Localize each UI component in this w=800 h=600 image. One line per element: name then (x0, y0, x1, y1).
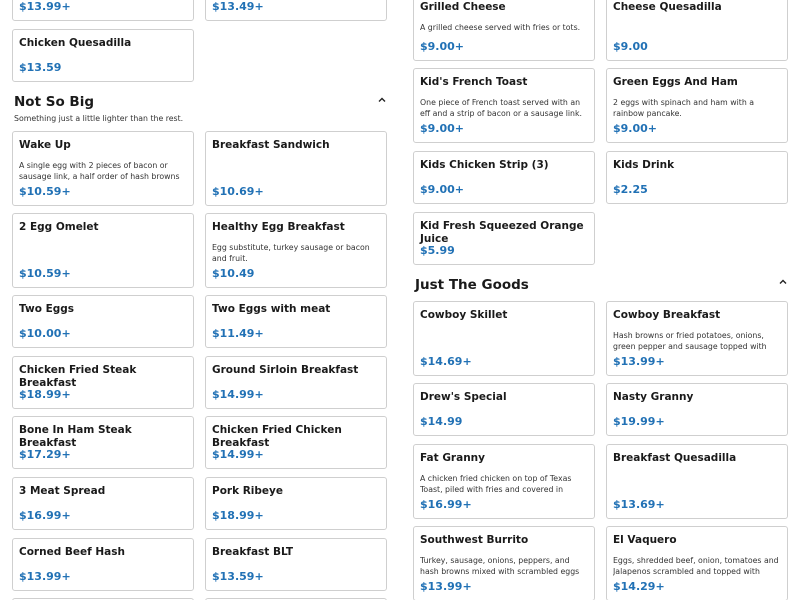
item-price: $10.00+ (19, 327, 71, 340)
item-price: $10.59+ (19, 267, 71, 280)
item-price: $19.99+ (613, 415, 665, 428)
item-price: $9.00+ (613, 122, 658, 135)
item-price: $5.99 (420, 244, 455, 257)
menu-item-card[interactable] (12, 131, 194, 206)
menu-item-card[interactable] (12, 295, 194, 348)
item-description: One piece of French toast served with an eff and a strip of bacon or a sausage link. (420, 98, 582, 118)
item-name: Kids Chicken Strip (3) (420, 159, 549, 171)
menu-item-card[interactable] (12, 29, 194, 82)
item-name: Nasty Granny (613, 391, 694, 403)
menu-item-card[interactable] (205, 131, 387, 206)
item-price: $18.99+ (212, 509, 264, 522)
menu-item-card[interactable] (205, 538, 387, 591)
item-description: A single egg with 2 pieces of bacon or sausage link, a half order of hash browns (19, 161, 180, 181)
item-name: Chicken Fried Steak Breakfast (19, 364, 137, 389)
item-name: Kids Drink (613, 159, 675, 171)
menu-item-card[interactable] (205, 213, 387, 288)
item-price: $10.49 (212, 267, 255, 280)
menu-item-card[interactable] (205, 0, 387, 21)
item-name: Two Eggs with meat (212, 303, 331, 315)
menu-item-card[interactable] (12, 356, 194, 409)
item-price: $13.99+ (613, 355, 665, 368)
chevron-up-icon[interactable] (778, 277, 788, 287)
item-name: Kid Fresh Squeezed Orange Juice (420, 220, 584, 245)
item-name: Cheese Quesadilla (613, 1, 722, 13)
item-name: Breakfast Quesadilla (613, 452, 737, 464)
menu-item-card[interactable] (413, 383, 595, 436)
item-description: Egg substitute, turkey sausage or bacon and fruit. (212, 243, 370, 263)
menu-item-card[interactable] (413, 68, 595, 143)
menu-item-card[interactable] (12, 213, 194, 288)
menu-item-card[interactable] (606, 151, 788, 204)
item-description: A chicken fried chicken on top of Texas Toast, piled with fries and covered in (420, 474, 572, 494)
item-price: $10.59+ (19, 185, 71, 198)
menu-item-card[interactable] (205, 477, 387, 530)
item-name: Chicken Fried Chicken Breakfast (212, 424, 342, 449)
item-price: $14.29+ (613, 580, 665, 593)
section-subtitle: Something just a little lighter than the rest. (14, 114, 184, 123)
menu-item-card[interactable] (413, 212, 595, 265)
item-name: El Vaquero (613, 534, 677, 546)
menu-item-card[interactable] (12, 416, 194, 469)
menu-item-card[interactable] (413, 0, 595, 61)
item-price: $18.99+ (19, 388, 71, 401)
item-price: $9.00+ (420, 122, 465, 135)
item-price: $13.99+ (19, 0, 71, 13)
item-price: $11.49+ (212, 327, 264, 340)
menu-item-card[interactable] (12, 0, 194, 21)
item-price: $2.25 (613, 183, 648, 196)
menu-item-card[interactable] (205, 295, 387, 348)
menu-item-card[interactable] (413, 151, 595, 204)
menu-item-card[interactable] (606, 383, 788, 436)
item-name: Grilled Cheese (420, 1, 506, 13)
menu-item-card[interactable] (413, 301, 595, 376)
item-price: $9.00+ (420, 183, 465, 196)
chevron-up-icon[interactable] (377, 95, 387, 105)
item-name: Wake Up (19, 139, 71, 151)
item-price: $16.99+ (19, 509, 71, 522)
menu-item-card[interactable] (205, 416, 387, 469)
item-description: Hash browns or fried potatoes, onions, green pepper and sausage topped with (613, 331, 767, 351)
item-name: Two Eggs (19, 303, 75, 315)
item-name: Southwest Burrito (420, 534, 529, 546)
item-price: $13.49+ (212, 0, 264, 13)
item-price: $14.99+ (212, 448, 264, 461)
item-price: $13.59+ (212, 570, 264, 583)
item-description: Turkey, sausage, onions, peppers, and hash browns mixed with scrambled eggs (420, 556, 580, 576)
item-name: Fat Granny (420, 452, 485, 464)
item-name: Cowboy Breakfast (613, 309, 721, 321)
menu-item-card[interactable] (413, 444, 595, 519)
section-title: Just The Goods (415, 277, 529, 293)
item-price: $13.69+ (613, 498, 665, 511)
item-price: $9.00+ (420, 40, 465, 53)
item-price: $13.99+ (420, 580, 472, 593)
item-name: Kid's French Toast (420, 76, 528, 88)
item-description: 2 eggs with spinach and ham with a rainbow pancake. (613, 98, 755, 118)
item-price: $16.99+ (420, 498, 472, 511)
item-name: Breakfast Sandwich (212, 139, 330, 151)
section-title: Not So Big (14, 94, 95, 110)
item-description: A grilled cheese served with fries or tots. (420, 23, 581, 32)
item-price: $9.00 (613, 40, 648, 53)
item-price: $17.29+ (19, 448, 71, 461)
item-name: Pork Ribeye (212, 485, 284, 497)
item-name: Chicken Quesadilla (19, 37, 132, 49)
item-name: Breakfast BLT (212, 546, 294, 558)
item-price: $14.69+ (420, 355, 472, 368)
menu-item-card[interactable] (606, 0, 788, 61)
item-name: Ground Sirloin Breakfast (212, 364, 359, 376)
menu-item-card[interactable] (606, 444, 788, 519)
item-price: $13.99+ (19, 570, 71, 583)
item-name: Drew's Special (420, 391, 507, 403)
menu-item-card[interactable] (606, 526, 788, 600)
item-name: Bone In Ham Steak Breakfast (19, 424, 132, 449)
item-name: Green Eggs And Ham (613, 76, 738, 88)
menu-item-card[interactable] (205, 356, 387, 409)
item-name: Corned Beef Hash (19, 546, 125, 558)
menu-item-card[interactable] (606, 301, 788, 376)
item-price: $13.59 (19, 61, 62, 74)
menu-item-card[interactable] (12, 477, 194, 530)
item-name: Healthy Egg Breakfast (212, 221, 345, 233)
item-name: Cowboy Skillet (420, 309, 508, 321)
item-price: $10.69+ (212, 185, 264, 198)
item-name: 2 Egg Omelet (19, 221, 99, 233)
item-price: $14.99+ (212, 388, 264, 401)
menu-item-card[interactable] (12, 538, 194, 591)
item-description: Eggs, shredded beef, onion, tomatoes and Jalapenos scrambled and topped with (613, 556, 779, 576)
item-price: $14.99 (420, 415, 463, 428)
item-name: 3 Meat Spread (19, 485, 106, 497)
menu-item-card[interactable] (606, 68, 788, 143)
menu-item-card[interactable] (413, 526, 595, 600)
